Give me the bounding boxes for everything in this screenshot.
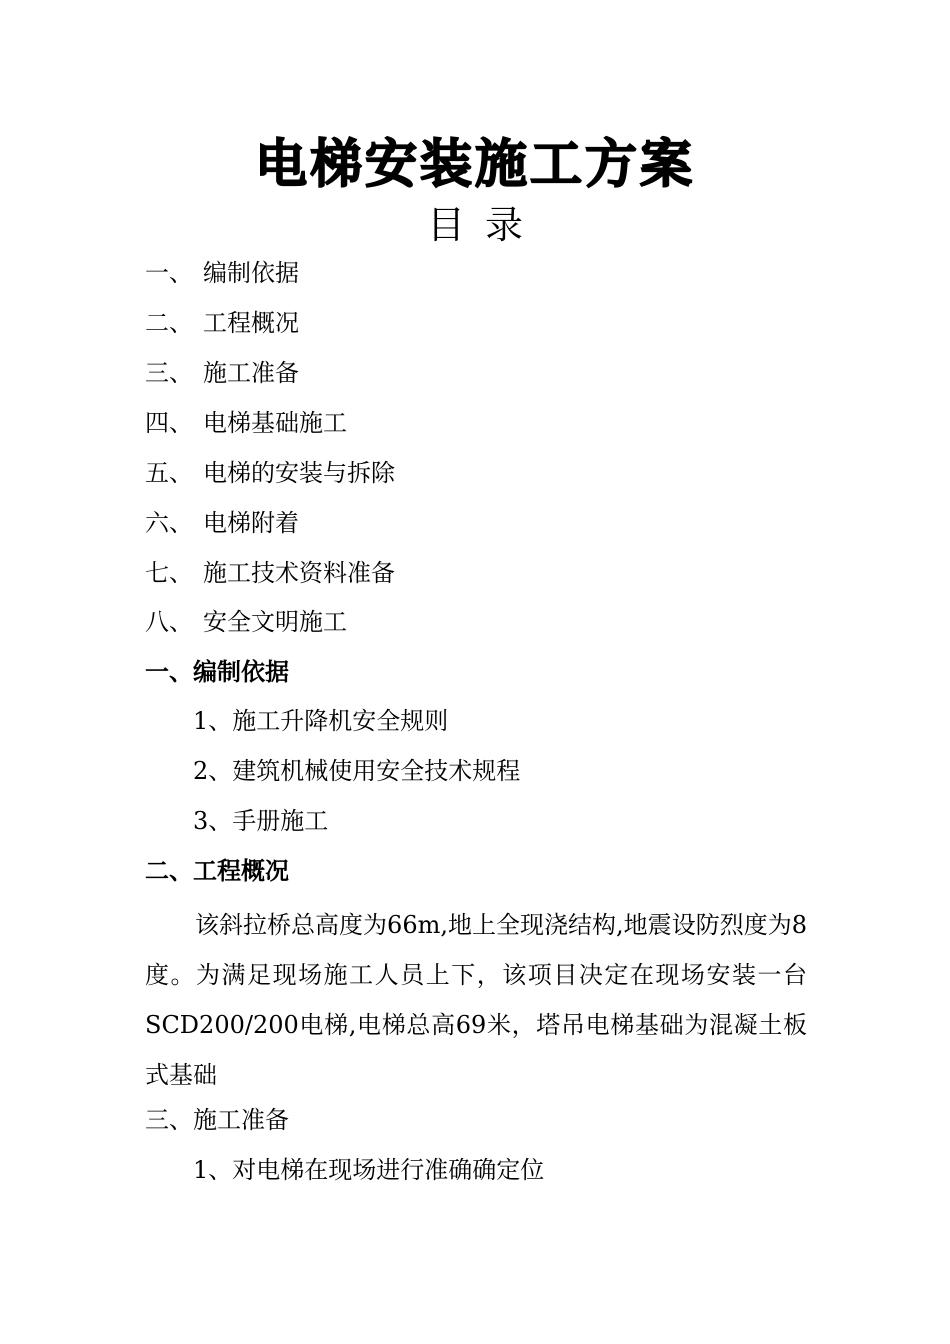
toc-item-text: 工程概况	[203, 309, 299, 337]
toc-title	[0, 200, 950, 250]
toc-item-text: 施工准备	[203, 359, 299, 387]
section-heading-overview: 二、工程概况	[145, 857, 289, 885]
toc-item	[145, 607, 347, 637]
toc-item	[145, 508, 299, 538]
basis-item: 2、建筑机械使用安全技术规程	[193, 757, 521, 785]
toc-item-number: 四、	[145, 409, 193, 437]
toc-item-number: 一、	[145, 259, 193, 287]
toc-item-number: 八、	[145, 608, 193, 636]
section-heading-preparation: 三、施工准备	[145, 1106, 289, 1134]
toc-item-text: 电梯基础施工	[203, 409, 347, 437]
basis-item: 1、施工升降机安全规则	[193, 707, 449, 735]
toc-item	[145, 358, 299, 388]
toc-item	[145, 458, 395, 488]
overview-paragraph: 该斜拉桥总高度为66m,地上全现浇结构,地震设防烈度为8度。为满足现场施工人员上下，该项目决定在现场安装一台SCD200/200电梯,电梯总高69米，塔吊电梯基础为混凝土板式基础	[145, 911, 807, 1089]
toc-item-text: 安全文明施工	[203, 608, 347, 636]
toc-item-number: 三、	[145, 359, 193, 387]
document-title: 电梯安装施工方案	[254, 135, 695, 195]
toc-item-text: 电梯附着	[203, 509, 299, 537]
section-heading-basis: 一、编制依据	[145, 658, 289, 686]
toc-title-char-2: 录	[485, 203, 524, 247]
toc-item	[145, 408, 347, 438]
toc-item	[145, 258, 299, 288]
toc-item-text: 编制依据	[203, 259, 299, 287]
toc-item-text: 电梯的安装与拆除	[203, 459, 395, 487]
toc-item-number: 六、	[145, 509, 193, 537]
toc-title-char-1: 目	[426, 203, 465, 247]
toc-item-number: 七、	[145, 559, 193, 587]
toc-item-number: 五、	[145, 459, 193, 487]
toc-item-number: 二、	[145, 309, 193, 337]
toc-item	[145, 558, 395, 588]
basis-item: 3、手册施工	[193, 807, 329, 835]
preparation-item: 1、对电梯在现场进行准确确定位	[193, 1156, 545, 1184]
toc-item-text: 施工技术资料准备	[203, 559, 395, 587]
toc-item	[145, 308, 299, 338]
